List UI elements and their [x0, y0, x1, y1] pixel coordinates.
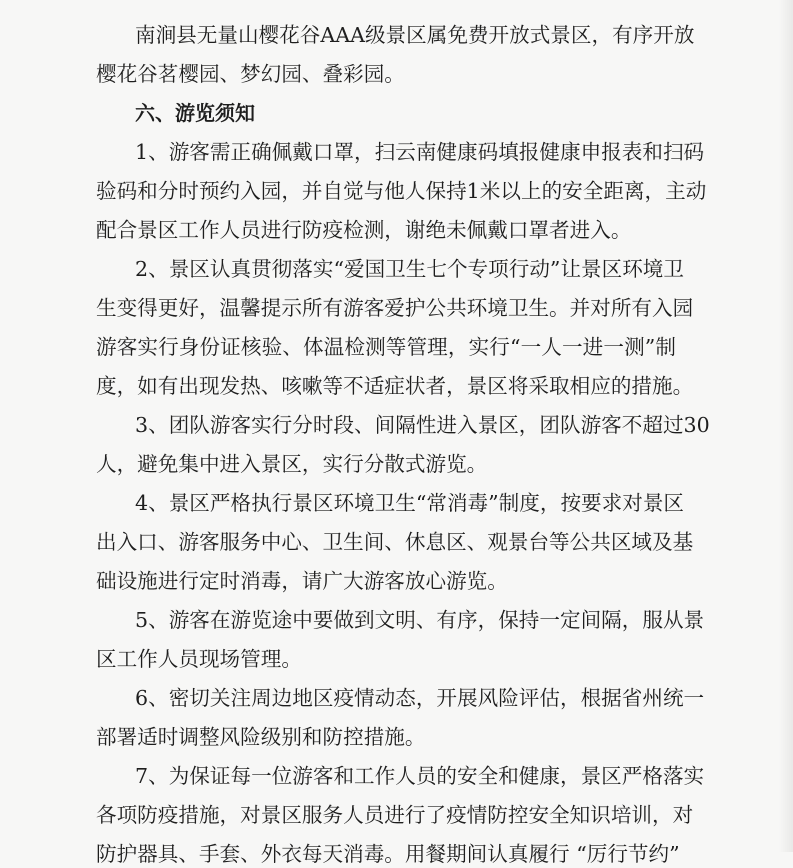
intro-line-2: 樱花谷茗樱园、梦幻园、叠彩园。: [96, 62, 405, 86]
item-2-line-2: 生变得更好，温馨提示所有游客爱护公共环境卫生。并对所有入园: [96, 296, 694, 320]
item-6-line-2: 部署适时调整风险级别和防控措施。: [96, 725, 426, 749]
section-heading: 六、游览须知: [135, 101, 255, 125]
item-1-line-2: 验码和分时预约入园，并自觉与他人保持1米以上的安全距离，主动: [96, 179, 707, 203]
item-4-line-2: 出入口、游客服务中心、卫生间、休息区、观景台等公共区域及基: [96, 530, 694, 554]
item-2-line-3: 游客实行身份证核验、体温检测等管理，实行“一人一进一测”制: [96, 335, 676, 359]
item-7-line-1: 7、为保证每一位游客和工作人员的安全和健康，景区严格落实: [135, 764, 705, 788]
item-3-line-1: 3、团队游客实行分时段、间隔性进入景区，团队游客不超过30: [135, 413, 710, 437]
item-2-line-1: 2、景区认真贯彻落实“爱国卫生七个专项行动”让景区环境卫: [135, 257, 684, 281]
item-6-line-1: 6、密切关注周边地区疫情动态，开展风险评估，根据省州统一: [135, 686, 705, 710]
intro-line-1: 南涧县无量山樱花谷AAA级景区属免费开放式景区，有序开放: [135, 23, 695, 47]
page-edge-shadow: [779, 0, 793, 852]
item-1-line-1: 1、游客需正确佩戴口罩，扫云南健康码填报健康申报表和扫码: [135, 140, 705, 164]
item-3-line-2: 人，避免集中进入景区，实行分散式游览。: [96, 452, 488, 476]
item-7-line-3: 防护器具、手套、外衣每天消毒。用餐期间认真履行 “厉行节约”: [96, 842, 680, 866]
item-4-line-1: 4、景区严格执行景区环境卫生“常消毒”制度，按要求对景区: [135, 491, 684, 515]
item-4-line-3: 础设施进行定时消毒，请广大游客放心游览。: [96, 569, 508, 593]
item-5-line-2: 区工作人员现场管理。: [96, 647, 302, 671]
item-5-line-1: 5、游客在游览途中要做到文明、有序，保持一定间隔，服从景: [135, 608, 705, 632]
item-2-line-4: 度，如有出现发热、咳嗽等不适症状者，景区将采取相应的措施。: [96, 374, 694, 398]
item-1-line-3: 配合景区工作人员进行防疫检测，谢绝未佩戴口罩者进入。: [96, 218, 632, 242]
item-7-line-2: 各项防疫措施，对景区服务人员进行了疫情防控安全知识培训，对: [96, 803, 694, 827]
